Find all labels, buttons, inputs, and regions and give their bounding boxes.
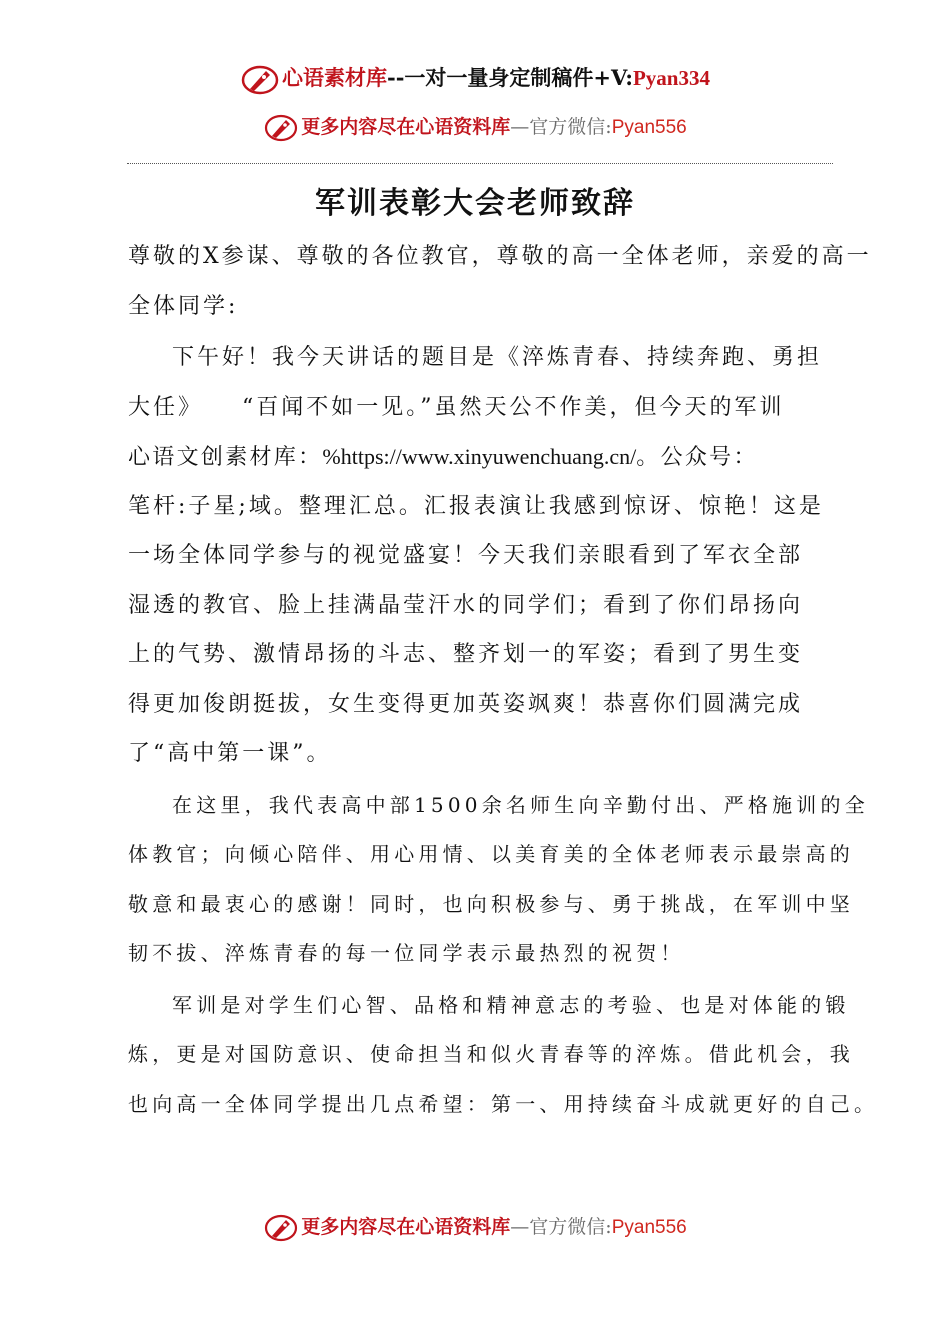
- footer-promo-text: 更多内容尽在心语资料库: [301, 1216, 511, 1238]
- text-line-part: 。公众号：: [636, 445, 758, 470]
- subheader-promo-text: 更多内容尽在心语资料库: [301, 116, 511, 138]
- brand-name: 心语素材库: [282, 65, 387, 90]
- subheader-contact-id: Pyan556: [611, 117, 687, 138]
- text-line: 军训是对学生们心智、品格和精神意志的考验、也是对体能的锻: [172, 992, 850, 1017]
- document-body: [128, 232, 879, 1129]
- footer-wechat-label: —官方微信:: [510, 1216, 612, 1238]
- text-line: 尊敬的X参谋、尊敬的各位教官，尊敬的高一全体老师，亲爱的高一: [128, 244, 872, 269]
- pen-nib-logo-icon: [240, 63, 280, 97]
- text-line: 韧不拔、淬炼青春的每一位同学表示最热烈的祝贺！: [128, 941, 685, 965]
- text-line: 大任》 “百闻不如一见。”虽然天公不作美，但今天的军训: [128, 394, 785, 420]
- footer-contact-id: Pyan556: [611, 1217, 687, 1238]
- text-line: 得更加俊朗挺拔，女生变得更加英姿飒爽！恭喜你们圆满完成: [128, 691, 804, 717]
- text-line: 了“高中第一课”。: [128, 741, 332, 766]
- text-line-mixed: [128, 432, 838, 482]
- subheader-wechat-label: —官方微信:: [510, 116, 612, 138]
- pen-nib-logo-icon: [263, 112, 299, 144]
- text-line: 全体同学:: [128, 293, 239, 319]
- text-line: 笔杆:子星;域。整理汇总。汇报表演让我感到惊讶、惊艳！这是: [128, 493, 824, 519]
- text-line: 也向高一全体同学提出几点希望：第一、用持续奋斗成就更好的自己。: [128, 1091, 879, 1116]
- text-line: 敬意和最衷心的感谢！同时，也向积极参与、勇于挑战，在军训中坚: [128, 891, 854, 916]
- text-line: 炼，更是对国防意识、使命担当和似火青春等的淬炼。借此机会，我: [128, 1042, 854, 1066]
- document-title: 军训表彰大会老师致辞: [315, 186, 635, 221]
- text-line: 下午好！我今天讲话的题目是《淬炼青春、持续奔跑、勇担: [172, 345, 823, 370]
- text-line-part: 心语文创素材库：: [128, 445, 323, 470]
- text-line: 在这里，我代表高中部1500余名师生向辛勤付出、严格施训的全: [172, 792, 869, 817]
- subheader-promo: [0, 112, 950, 144]
- text-line: 湿透的教官、脸上挂满晶莹汗水的同学们；看到了你们昂扬向: [128, 592, 804, 618]
- text-line: 上的气势、激情昂扬的斗志、整齐划一的军姿；看到了男生变: [128, 642, 804, 667]
- url-text: %https://www.xinyuwenchuang.cn/: [322, 444, 637, 469]
- header-contact-id: Pyan334: [632, 66, 710, 90]
- header-banner: [0, 62, 950, 97]
- pen-nib-logo-icon: [263, 1212, 299, 1244]
- header-divider: [127, 163, 833, 164]
- text-line: 一场全体同学参与的视觉盛宴！今天我们亲眼看到了军衣全部: [128, 543, 804, 568]
- footer-promo: [0, 1212, 950, 1244]
- header-tagline: --一对一量身定制稿件+V:: [387, 65, 633, 90]
- text-line: 体教官；向倾心陪伴、用心用情、以美育美的全体老师表示最崇高的: [128, 842, 854, 866]
